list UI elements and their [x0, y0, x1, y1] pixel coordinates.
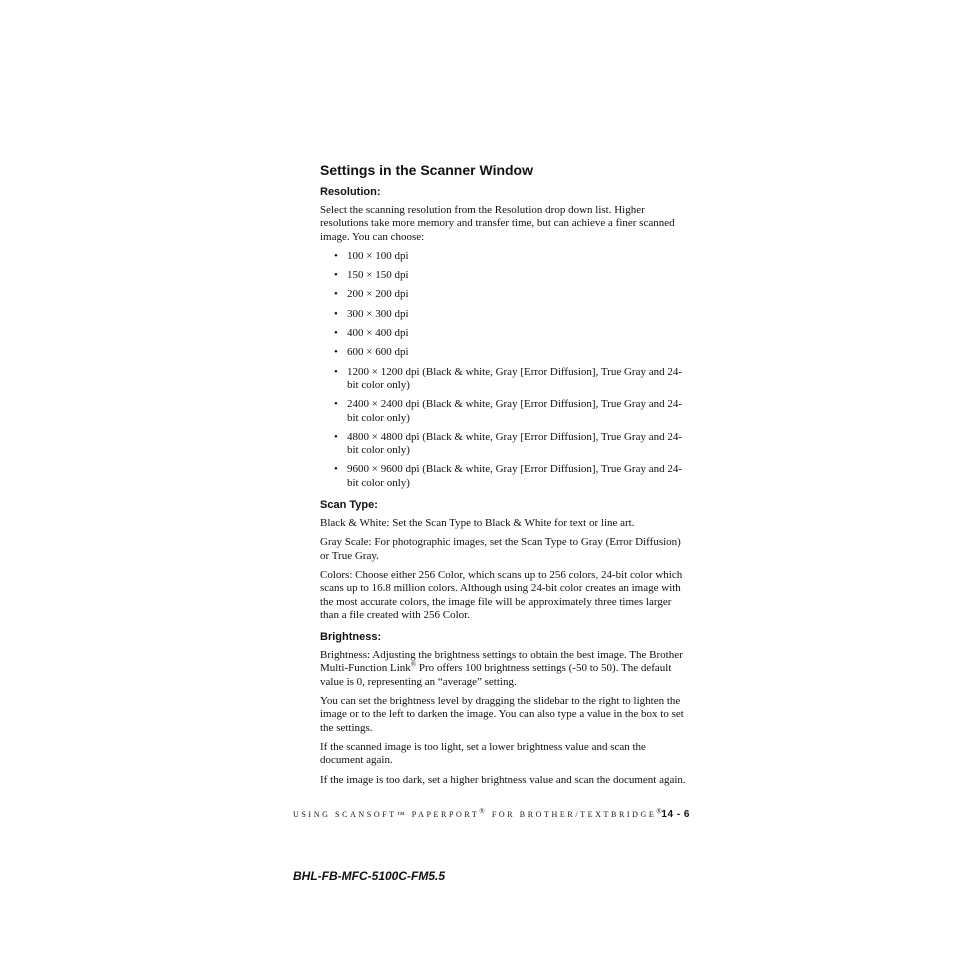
document-page [320, 162, 692, 793]
scan-type-heading: Scan Type: [320, 499, 378, 512]
list-item: • 100 × 100 dpi [334, 249, 409, 262]
brightness-too-dark: If the image is too dark, set a higher brightness value and scan the document again. [320, 773, 686, 786]
list-item: • 600 × 600 dpi [334, 346, 409, 359]
footer-title: USING SCANSOFT™ PAPERPORT® FOR BROTHER/TEXTBRIDGE® [293, 807, 665, 819]
resolution-list [320, 250, 692, 490]
document-id: BHL-FB-MFC-5100C-FM5.5 [293, 869, 446, 883]
resolution-heading: Resolution: [320, 186, 381, 198]
list-item: • 1200 × 1200 dpi (Black & white, Gray [Error Diffusion], True Gray and 24-bit color only) [334, 365, 683, 391]
list-item: • 300 × 300 dpi [334, 307, 409, 320]
list-item: • 2400 × 2400 dpi (Black & white, Gray [Error Diffusion], True Gray and 24-bit color only) [334, 398, 683, 424]
brightness-heading: Brightness: [320, 631, 382, 644]
brightness-too-light: If the scanned image is too light, set a lower brightness value and scan the document again. [320, 740, 646, 767]
resolution-intro: Select the scanning resolution from the Resolution drop down list. Higher resolutions take more memory and transfer time, but can achieve a finer scanned image. You can choose: [320, 204, 675, 243]
page-number: 14 - 6 [661, 809, 690, 820]
scan-type-gray-scale: Gray Scale: For photographic images, set the Scan Type to Gray (Error Diffusion) or True Gray. [320, 536, 681, 562]
list-item: • 4800 × 4800 dpi (Black & white, Gray [Error Diffusion], True Gray and 24-bit color only) [334, 430, 683, 457]
scan-type-black-white: Black & White: Set the Scan Type to Black & White for text or line art. [320, 517, 635, 530]
list-item: • 400 × 400 dpi [334, 327, 409, 340]
list-item: • 9600 × 9600 dpi (Black & white, Gray [Error Diffusion], True Gray and 24-bit color only) [334, 463, 683, 489]
list-item: • 150 × 150 dpi [334, 269, 409, 282]
page-footer [293, 807, 690, 820]
section-heading: Settings in the Scanner Window [320, 162, 534, 178]
list-item: • 200 × 200 dpi [334, 288, 409, 301]
brightness-intro: Brightness: Adjusting the brightness settings to obtain the best image. The Brother Multi-Function Link® Pro offers 100 brightness settings (-50 to 50). The default value is 0, representing an “average” setting. [320, 649, 683, 688]
scan-type-colors: Colors: Choose either 256 Color, which scans up to 256 colors, 24-bit color which scans up to 16.8 million colors. Although using 24-bit color creates an image with the most accurate colors, the image file will be approximately three times larger than a file created with 256 Color. [320, 568, 683, 621]
brightness-slidebar: You can set the brightness level by dragging the slidebar to the right to lighten the image or to the left to darken the image. You can also type a value in the box to set the settings. [320, 695, 684, 734]
registered-mark: ® [410, 660, 417, 669]
